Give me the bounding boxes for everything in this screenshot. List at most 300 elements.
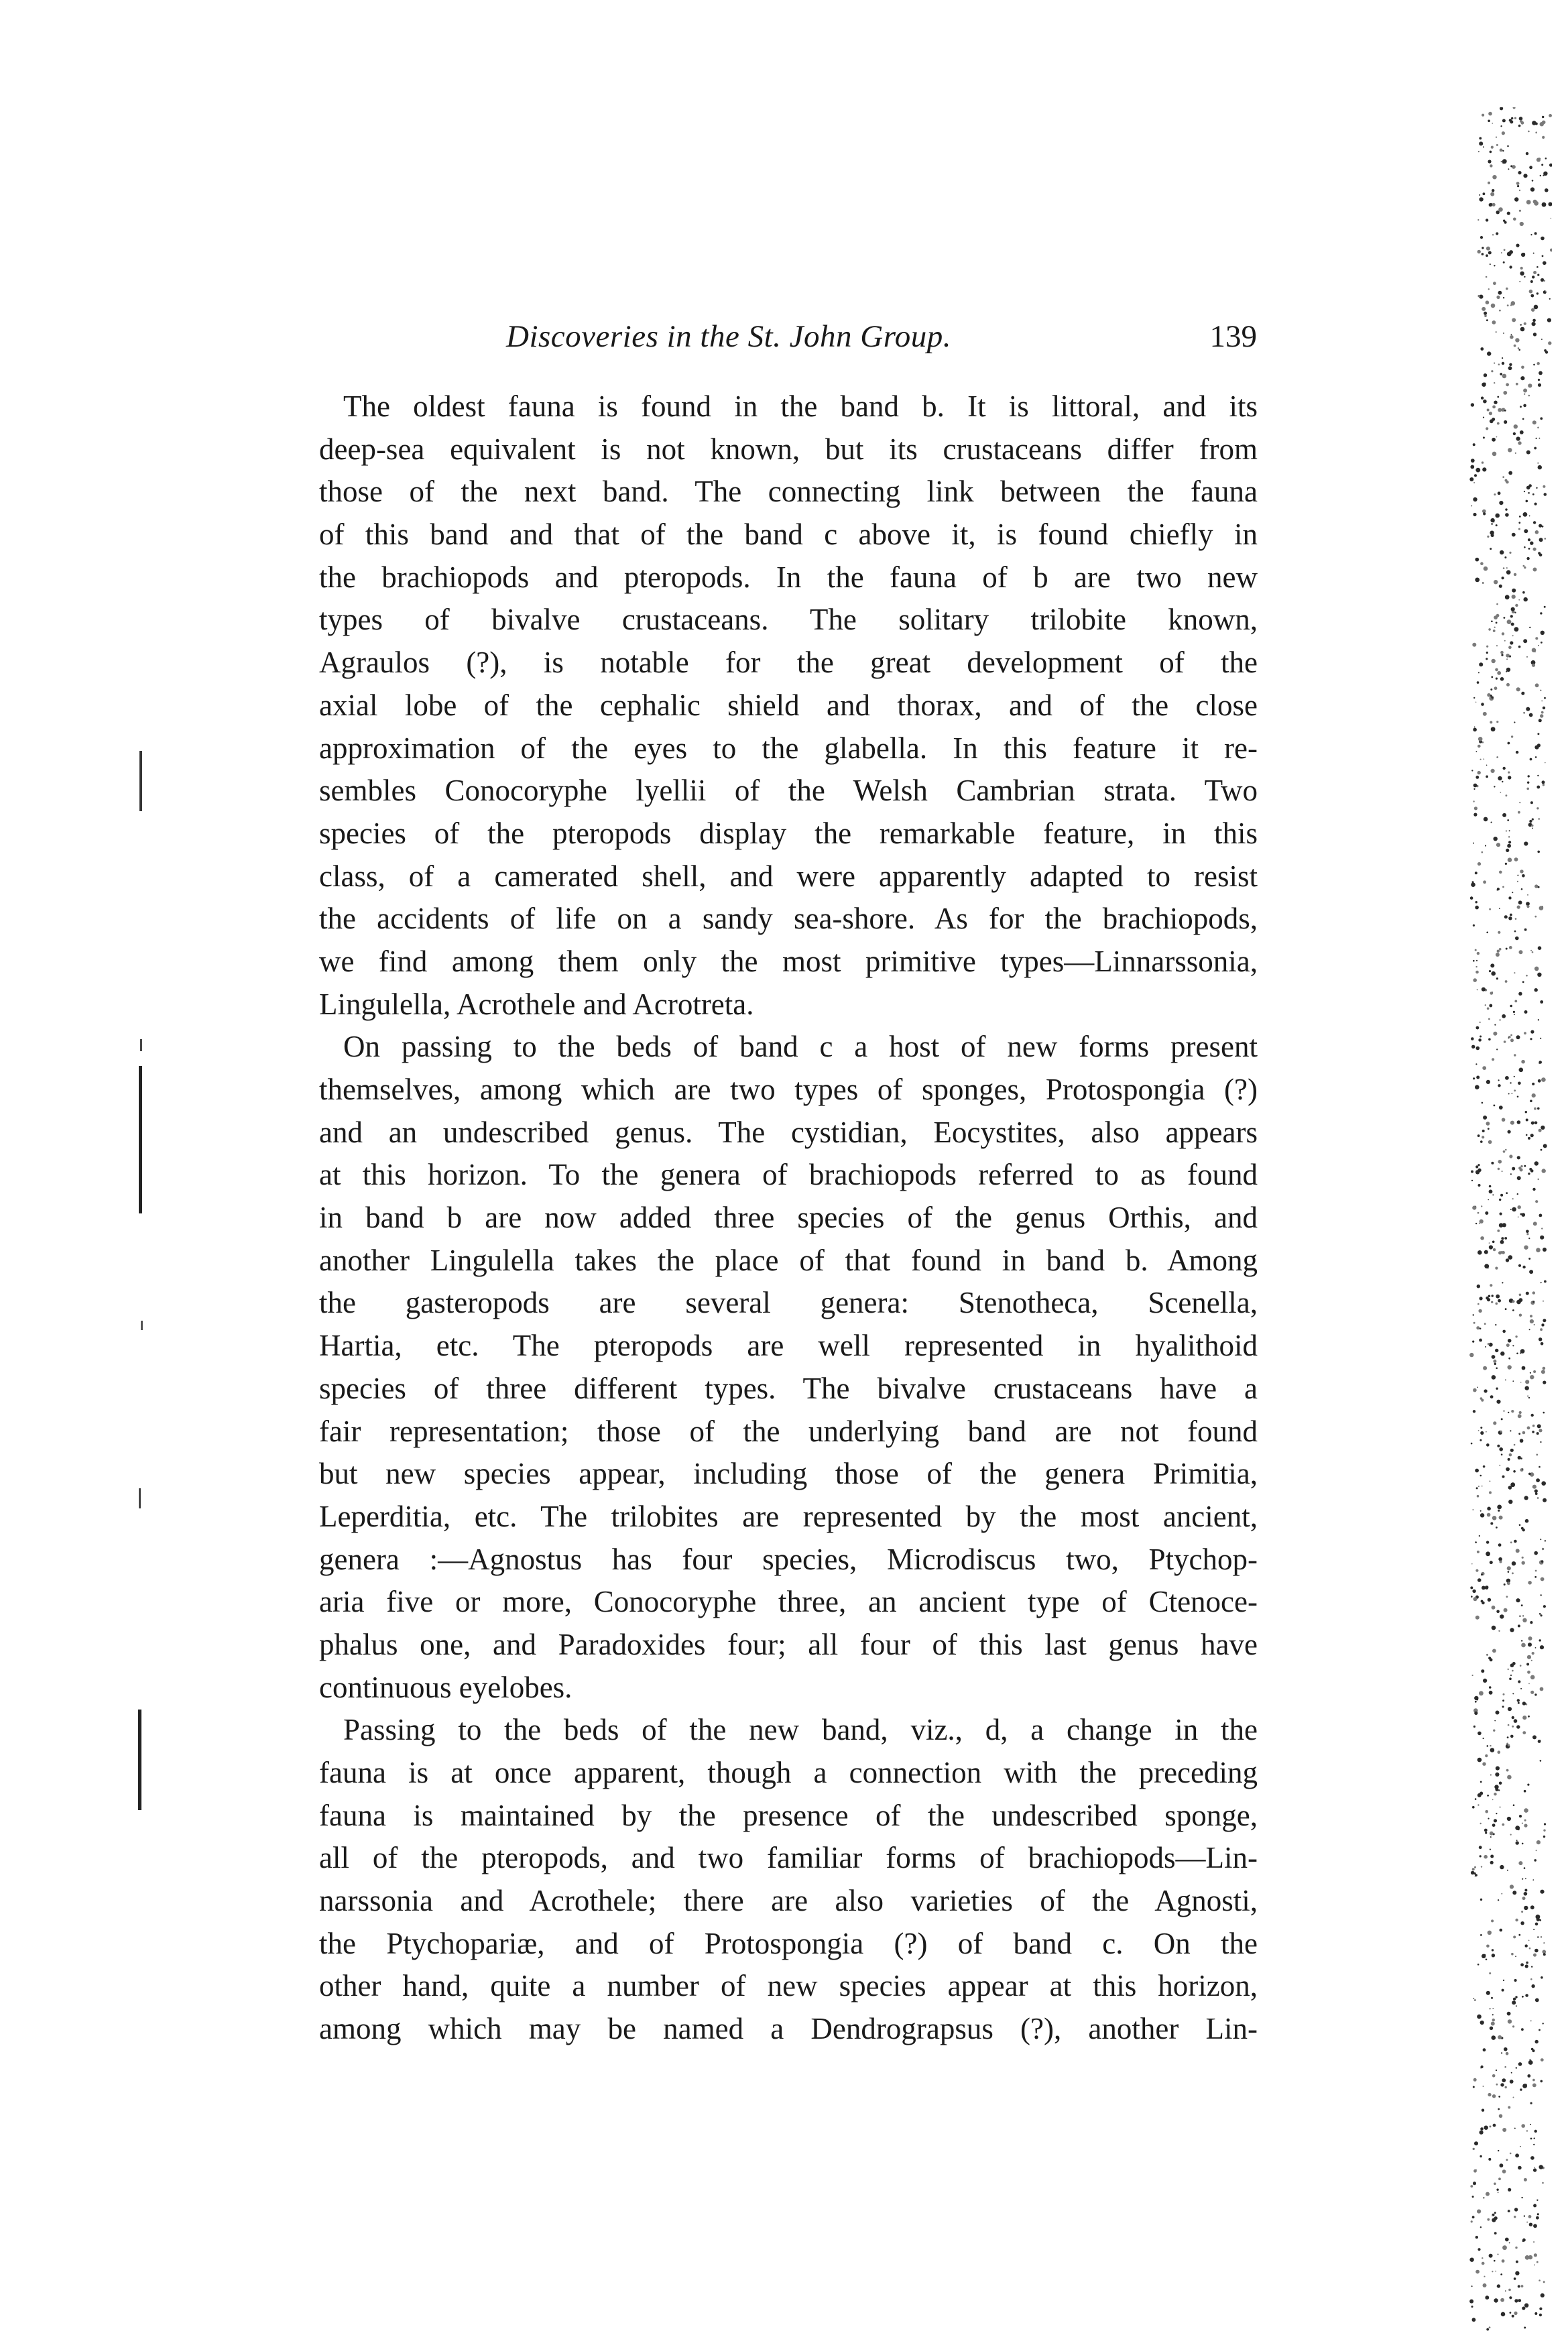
speckle-dot [1522,1823,1523,1824]
speckle-dot [1510,2312,1512,2314]
speckle-dot [1526,1119,1528,1122]
speckle-dot [1493,1032,1497,1036]
text-line: at this horizon. To the genera of brachiopods referred to as found [319,1158,1258,1192]
speckle-dot [1498,2177,1501,2180]
text-line: genera :—Agnostus has four species, Microdiscus two, Ptychop- [319,1542,1258,1576]
speckle-dot [1476,960,1477,961]
speckle-dot [1541,711,1544,714]
speckle-dot [1492,320,1496,324]
speckle-dot [1512,1891,1516,1895]
speckle-dot [1530,294,1534,298]
speckle-dot [1471,1180,1473,1181]
text-line: Leperditia, etc. The trilobites are represented by the most ancient, [319,1499,1258,1533]
speckle-dot [1510,1173,1512,1175]
speckle-dot [1492,2019,1495,2021]
speckle-dot [1541,1594,1542,1596]
speckle-dot [1474,1999,1475,2000]
speckle-dot [1477,681,1480,684]
speckle-dot [1533,2144,1534,2145]
speckle-dot [1541,1370,1545,1374]
speckle-dot [1541,1577,1545,1581]
text-line: fauna is maintained by the presence of the undescribed sponge, [319,1798,1258,1832]
speckle-dot [1526,2130,1528,2131]
speckle-dot [1507,844,1511,848]
speckle-dot [1495,2271,1496,2272]
speckle-dot [1536,1454,1538,1456]
speckle-dot [1509,2242,1510,2244]
speckle-dot [1475,1223,1477,1224]
speckle-dot [1496,1400,1500,1404]
speckle-dot [1507,1581,1510,1585]
speckle-dot [1526,486,1530,490]
speckle-dot [1493,1360,1496,1363]
speckle-dot [1494,1793,1496,1795]
speckle-dot [1483,712,1487,716]
speckle-dot [1501,1453,1503,1455]
speckle-dot [1477,2248,1480,2251]
speckle-dot [1483,2086,1484,2087]
speckle-dot [1492,2094,1496,2098]
speckle-dot [1473,482,1475,483]
speckle-dot [1477,862,1481,865]
text-line: the accidents of life on a sandy sea-shore. As for the brachiopods, [319,902,1258,936]
speckle-dot [1500,149,1503,152]
speckle-dot [1501,654,1503,656]
speckle-dot [1511,2072,1512,2074]
speckle-dot [1503,297,1504,298]
speckle-dot [1475,2236,1478,2238]
speckle-dot [1534,1108,1536,1110]
speckle-dot [1537,1936,1539,1937]
speckle-dot [1510,1038,1514,1042]
speckle-dot [1480,1475,1482,1477]
speckle-dot [1536,2261,1539,2263]
speckle-dot [1529,1168,1532,1171]
speckle-dot [1499,1782,1502,1785]
speckle-dot [1509,552,1511,554]
speckle-dot [1509,250,1513,254]
speckle-dot [1519,1314,1522,1317]
speckle-dot [1484,373,1487,377]
speckle-dot [1524,1906,1528,1910]
speckle-dot [1490,1836,1492,1838]
speckle-dot [1518,125,1521,127]
speckle-dot [1502,374,1507,379]
text-line: deep-sea equivalent is not known, but its crustaceans differ from [319,432,1258,466]
speckle-dot [1477,2210,1481,2214]
speckle-dot [1473,1597,1477,1601]
speckle-dot [1501,1893,1502,1895]
speckle-dot [1476,1026,1480,1030]
speckle-dot [1502,2245,1507,2250]
speckle-dot [1489,412,1492,415]
speckle-dot [1512,533,1516,537]
speckle-dot [1542,136,1545,139]
speckle-dot [1536,807,1539,809]
speckle-dot [1540,1038,1541,1039]
speckle-dot [1479,1846,1482,1849]
speckle-dot [1469,2299,1473,2304]
speckle-dot [1471,770,1473,771]
speckle-dot [1473,813,1477,817]
speckle-dot [1492,1375,1496,1380]
speckle-dot [1541,164,1543,166]
speckle-dot [1520,1213,1522,1215]
speckle-dot [1490,1748,1495,1752]
speckle-dot [1528,1683,1530,1685]
speckle-dot [1510,1005,1512,1008]
speckle-dot [1539,1613,1541,1615]
speckle-dot [1470,465,1474,469]
speckle-dot [1493,630,1496,632]
speckle-dot [1540,1539,1541,1540]
speckle-dot [1472,2318,1476,2322]
speckle-dot [1530,1030,1534,1034]
speckle-dot [1499,1105,1503,1110]
speckle-dot [1522,1557,1524,1559]
speckle-dot [1532,2079,1535,2082]
speckle-dot [1540,1687,1544,1691]
speckle-dot [1500,792,1502,793]
speckle-dot [1515,453,1516,454]
speckle-dot [1541,701,1543,702]
speckle-dot [1497,1230,1500,1232]
speckle-dot [1536,1432,1539,1435]
speckle-dot [1541,2080,1543,2083]
speckle-dot [1521,1060,1525,1064]
speckle-dot [1479,197,1483,201]
speckle-dot [1507,1566,1511,1570]
speckle-dot [1508,1669,1509,1670]
speckle-dot [1508,2210,1510,2212]
speckle-dot [1520,1439,1524,1443]
speckle-dot [1516,244,1519,247]
speckle-dot [1511,735,1513,737]
speckle-dot [1475,971,1479,974]
speckle-dot [1545,291,1547,292]
speckle-dot [1530,1134,1534,1137]
speckle-dot [1540,1890,1544,1894]
speckle-dot [1522,1366,1526,1370]
speckle-dot [1532,951,1534,953]
speckle-dot [1481,1669,1484,1673]
text-line: we find among them only the most primitive types—Linnarssonia, [319,944,1258,978]
speckle-dot [1517,1193,1518,1195]
speckle-dot [1489,1190,1493,1194]
speckle-dot [1497,1445,1500,1447]
speckle-dot [1524,1246,1528,1250]
speckle-dot [1484,1855,1488,1859]
speckle-dot [1529,1329,1530,1330]
speckle-dot [1473,2078,1477,2082]
speckle-dot [1530,280,1533,283]
speckle-dot [1485,1346,1486,1348]
speckle-dot [1523,174,1527,178]
text-line: phalus one, and Paradoxides four; all four of this last genus have [319,1627,1258,1661]
speckle-dot [1512,2315,1514,2318]
speckle-dot [1530,950,1532,951]
speckle-dot [1496,296,1500,299]
speckle-dot [1500,373,1502,375]
speckle-dot [1470,2185,1473,2188]
speckle-dot [1494,627,1496,628]
speckle-dot [1471,403,1474,406]
scan-edge-speckle [1458,107,1552,2333]
speckle-dot [1482,582,1484,583]
body-text [319,385,1258,2051]
speckle-dot [1514,197,1518,201]
speckle-dot [1503,1693,1505,1695]
speckle-dot [1517,1120,1521,1124]
speckle-dot [1524,2304,1528,2308]
speckle-dot [1537,463,1539,464]
speckle-dot [1506,658,1508,660]
speckle-dot [1541,1228,1543,1229]
speckle-dot [1514,2277,1516,2280]
speckle-dot [1487,1008,1490,1010]
speckle-dot [1518,349,1520,351]
speckle-dot [1522,1468,1523,1470]
speckle-dot [1530,1691,1534,1694]
speckle-dot [1506,668,1510,672]
speckle-dot [1526,788,1529,790]
speckle-dot [1472,1206,1476,1210]
speckle-dot [1501,2312,1506,2317]
speckle-dot [1481,1339,1482,1340]
speckle-dot [1508,896,1511,899]
speckle-dot [1543,485,1545,488]
speckle-dot [1539,2308,1542,2310]
speckle-dot [1508,1412,1509,1413]
speckle-dot [1499,1199,1501,1201]
speckle-dot [1522,591,1525,594]
speckle-dot [1496,1527,1498,1529]
speckle-dot [1496,756,1498,758]
speckle-dot [1499,1223,1504,1228]
speckle-dot [1545,158,1547,160]
speckle-dot [1526,1663,1529,1666]
speckle-dot [1514,1076,1515,1077]
speckle-dot [1496,977,1498,979]
speckle-dot [1474,727,1475,728]
speckle-dot [1480,2127,1484,2131]
speckle-dot [1545,762,1546,764]
speckle-dot [1495,1324,1496,1325]
speckle-dot [1502,886,1504,888]
speckle-dot [1510,1735,1514,1738]
speckle-dot [1525,1111,1527,1113]
speckle-dot [1480,1397,1483,1400]
speckle-dot [1528,131,1530,133]
speckle-dot [1473,1410,1475,1413]
speckle-dot [1486,932,1488,934]
speckle-dot [1502,781,1503,782]
speckle-dot [1516,1725,1520,1728]
speckle-dot [1514,2299,1518,2302]
speckle-dot [1477,1169,1481,1172]
speckle-dot [1524,394,1525,395]
speckle-dot [1480,562,1484,565]
speckle-dot [1488,120,1490,123]
speckle-dot [1498,2150,1499,2151]
speckle-dot [1500,651,1504,654]
speckle-dot [1515,1335,1517,1337]
speckle-dot [1508,916,1512,920]
speckle-dot [1472,1868,1475,1870]
speckle-dot [1534,1324,1535,1325]
speckle-dot [1501,2052,1502,2053]
speckle-dot [1530,1375,1534,1379]
speckle-dot [1521,1527,1524,1530]
speckle-dot [1521,1604,1523,1606]
speckle-dot [1524,322,1526,325]
speckle-dot [1471,1443,1473,1445]
speckle-dot [1528,1137,1530,1140]
speckle-dot [1535,756,1537,758]
speckle-dot [1496,678,1498,680]
speckle-dot [1486,427,1488,430]
speckle-dot [1482,114,1484,117]
speckle-dot [1490,419,1494,423]
speckle-dot [1548,341,1551,345]
speckle-dot [1533,521,1536,524]
speckle-dot [1494,786,1495,787]
speckle-dot [1508,2188,1511,2192]
speckle-dot [1524,597,1528,601]
speckle-dot [1524,2215,1525,2216]
speckle-dot [1535,1923,1539,1926]
speckle-dot [1473,443,1475,446]
speckle-dot [1510,1834,1512,1836]
speckle-dot [1520,1963,1524,1966]
speckle-dot [1508,836,1510,837]
speckle-dot [1514,1014,1515,1015]
speckle-dot [1510,615,1513,617]
speckle-dot [1471,2285,1473,2287]
speckle-dot [1494,686,1498,690]
speckle-dot [1512,318,1516,322]
speckle-dot [1520,1382,1522,1383]
speckle-dot [1483,2197,1485,2199]
speckle-dot [1500,2083,1504,2086]
speckle-dot [1471,1563,1473,1565]
speckle-dot [1524,529,1528,533]
speckle-dot [1471,1037,1474,1040]
speckle-dot [1502,2169,1506,2173]
speckle-dot [1518,2299,1521,2302]
speckle-dot [1515,1826,1520,1830]
speckle-dot [1514,2128,1516,2129]
speckle-dot [1544,1823,1546,1825]
speckle-dot [1520,327,1525,332]
speckle-dot [1502,1706,1504,1708]
speckle-dot [1518,1702,1520,1704]
speckle-dot [1477,1250,1482,1255]
speckle-dot [1526,2222,1528,2223]
speckle-dot [1473,924,1475,926]
margin-mark [141,1321,143,1330]
speckle-dot [1520,1921,1524,1925]
speckle-dot [1528,2215,1532,2218]
speckle-dot [1491,523,1493,525]
speckle-dot [1502,1823,1504,1826]
speckle-dot [1526,500,1528,503]
speckle-dot [1517,881,1518,882]
speckle-dot [1510,120,1513,123]
page-number: 139 [1209,319,1257,354]
speckle-dot [1492,1295,1494,1297]
speckle-dot [1477,1732,1482,1736]
speckle-dot [1508,1255,1513,1260]
speckle-dot [1471,1871,1475,1875]
speckle-dot [1473,2148,1475,2150]
speckle-dot [1528,1636,1532,1640]
speckle-dot [1491,1919,1494,1922]
speckle-dot [1498,1168,1500,1170]
speckle-dot [1492,1194,1494,1195]
speckle-dot [1510,1482,1515,1487]
speckle-dot [1518,992,1522,996]
speckle-dot [1475,906,1479,910]
speckle-dot [1513,1011,1515,1013]
speckle-dot [1480,1328,1482,1330]
speckle-dot [1539,1639,1541,1641]
speckle-dot [1480,1036,1482,1038]
speckle-dot [1479,1691,1484,1695]
speckle-dot [1520,272,1524,276]
speckle-dot [1518,1082,1521,1085]
speckle-dot [1543,1367,1546,1370]
speckle-dot [1480,1140,1483,1143]
speckle-dot [1539,524,1542,528]
speckle-dot [1491,1162,1494,1164]
speckle-dot [1491,146,1494,149]
speckle-dot [1508,2106,1510,2109]
speckle-dot [1473,978,1477,982]
speckle-dot [1510,1628,1514,1632]
speckle-dot [1472,2196,1474,2198]
speckle-dot [1506,849,1509,852]
speckle-dot [1498,1299,1501,1303]
speckle-dot [1526,656,1528,658]
speckle-dot [1532,2049,1534,2052]
speckle-dot [1480,1022,1481,1023]
speckle-dot [1526,975,1528,977]
speckle-dot [1536,158,1541,162]
speckle-dot [1539,2314,1542,2316]
speckle-dot [1524,1010,1528,1014]
speckle-dot [1475,1469,1479,1473]
speckle-dot [1530,1978,1532,1980]
speckle-dot [1473,800,1474,802]
speckle-dot [1502,1699,1504,1701]
speckle-dot [1475,468,1480,473]
speckle-dot [1549,114,1552,117]
speckle-dot [1518,1624,1520,1627]
speckle-dot [1508,1744,1510,1746]
speckle-dot [1515,604,1518,607]
speckle-dot [1483,146,1484,147]
speckle-dot [1509,1677,1512,1680]
speckle-dot [1514,1000,1517,1003]
speckle-dot [1487,1507,1491,1511]
speckle-dot [1535,530,1539,534]
speckle-dot [1523,389,1527,393]
speckle-dot [1522,2238,1526,2242]
speckle-dot [1533,253,1534,254]
speckle-dot [1489,2254,1493,2258]
margin-mark [139,751,142,811]
